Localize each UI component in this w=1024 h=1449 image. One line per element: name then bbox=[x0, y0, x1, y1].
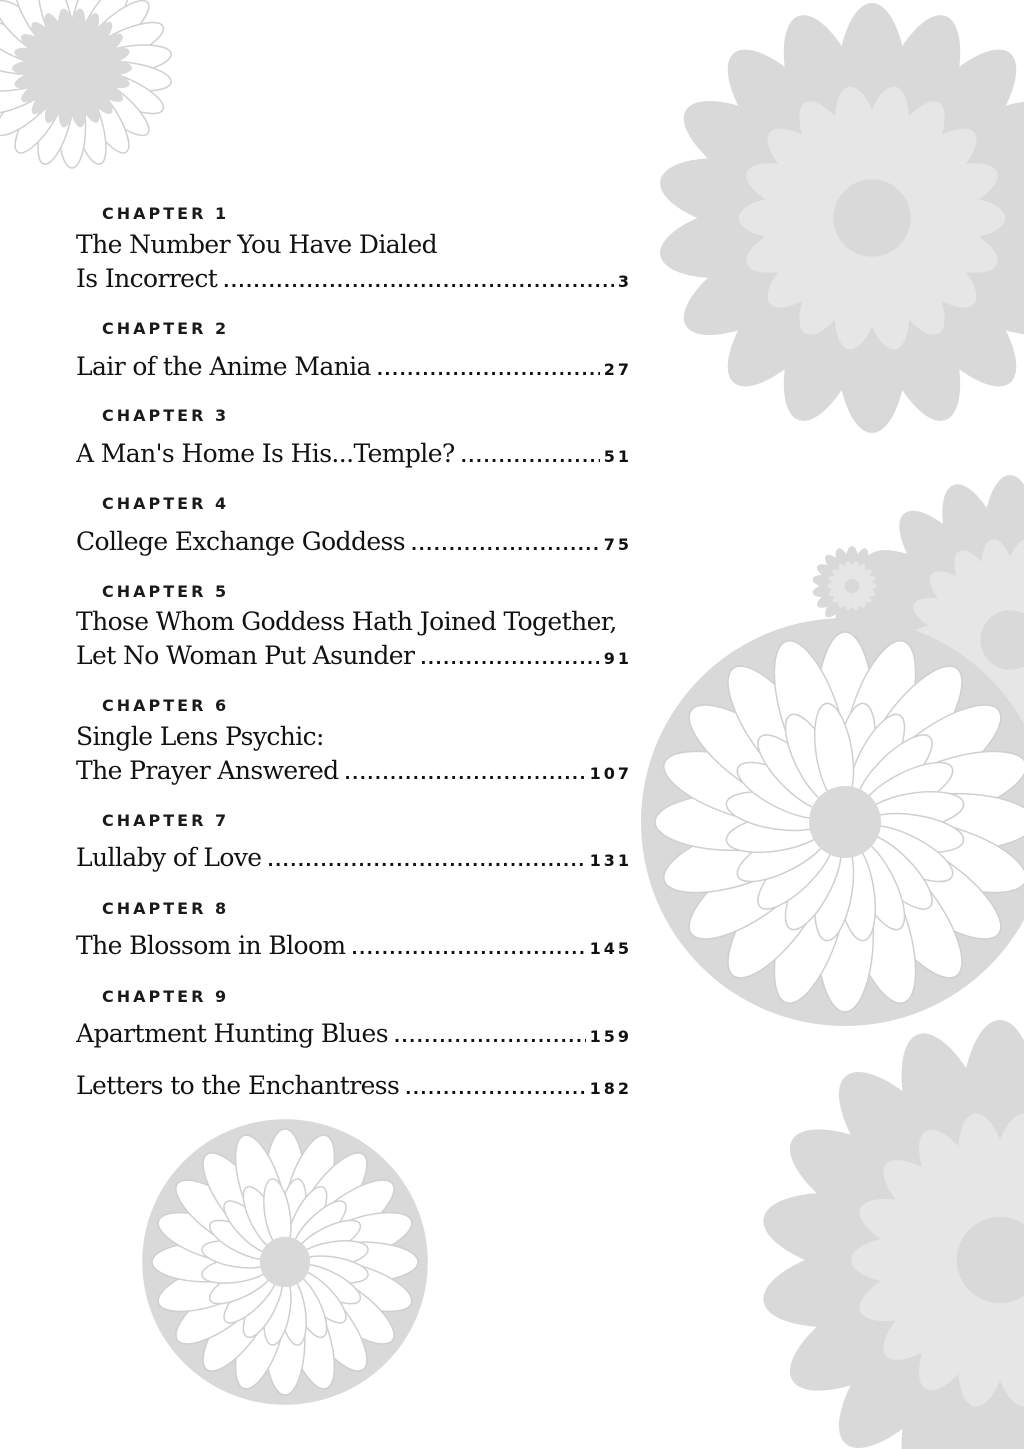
flower-center bbox=[833, 179, 910, 256]
chapter-3-entry[interactable] bbox=[76, 439, 632, 473]
chapter-3-title: A Man's Home Is His...Temple? bbox=[76, 439, 455, 468]
leader-dots bbox=[268, 851, 586, 870]
chapter-7-entry[interactable] bbox=[76, 843, 632, 877]
letters-title: Letters to the Enchantress bbox=[76, 1071, 400, 1100]
chapter-4-title: College Exchange Goddess bbox=[76, 527, 405, 556]
chapter-6-title-line-1: Single Lens Psychic: bbox=[76, 722, 324, 751]
leader-dots bbox=[377, 360, 600, 379]
leader-dots bbox=[345, 764, 586, 783]
chapter-9-title: Apartment Hunting Blues bbox=[76, 1019, 388, 1048]
letters-page: 182 bbox=[589, 1079, 632, 1098]
chapter-1-entry[interactable] bbox=[76, 264, 632, 298]
flower-lower-right bbox=[641, 618, 1024, 1026]
chapter-6-page: 107 bbox=[589, 764, 632, 783]
leader-dots bbox=[394, 1027, 586, 1046]
chapter-5-entry[interactable] bbox=[76, 641, 632, 675]
chapter-3-label: CHAPTER 3 bbox=[102, 406, 230, 425]
letters-entry[interactable] bbox=[76, 1071, 632, 1105]
chapter-5-label: CHAPTER 5 bbox=[102, 582, 230, 601]
leader-dots bbox=[352, 939, 586, 958]
flower-bottom-right bbox=[757, 1020, 1024, 1449]
chapter-2-page: 27 bbox=[603, 360, 632, 379]
chapter-9-label: CHAPTER 9 bbox=[102, 987, 230, 1006]
leader-dots bbox=[411, 535, 600, 554]
chapter-1-label: CHAPTER 1 bbox=[102, 204, 230, 223]
chapter-4-label: CHAPTER 4 bbox=[102, 494, 230, 513]
chapter-8-title: The Blossom in Bloom bbox=[76, 931, 346, 960]
table-of-contents bbox=[76, 0, 636, 1449]
chapter-7-label: CHAPTER 7 bbox=[102, 811, 230, 830]
chapter-8-label: CHAPTER 8 bbox=[102, 899, 230, 918]
leader-dots bbox=[405, 1079, 585, 1098]
chapter-8-entry[interactable] bbox=[76, 931, 632, 965]
chapter-6-label: CHAPTER 6 bbox=[102, 696, 230, 715]
leader-dots bbox=[223, 272, 614, 291]
chapter-4-page: 75 bbox=[603, 535, 632, 554]
chapter-2-entry[interactable] bbox=[76, 352, 632, 386]
chapter-9-entry[interactable] bbox=[76, 1019, 632, 1053]
chapter-4-entry[interactable] bbox=[76, 527, 632, 561]
chapter-3-page: 51 bbox=[603, 447, 632, 466]
chapter-5-page: 91 bbox=[603, 649, 632, 668]
chapter-7-title: Lullaby of Love bbox=[76, 843, 262, 872]
chapter-9-page: 159 bbox=[589, 1027, 632, 1046]
chapter-2-title: Lair of the Anime Mania bbox=[76, 352, 371, 381]
chapter-8-page: 145 bbox=[589, 939, 632, 958]
chapter-5-title-line-1: Those Whom Goddess Hath Joined Together, bbox=[76, 607, 617, 636]
flower-center bbox=[845, 579, 859, 593]
leader-dots bbox=[461, 447, 600, 466]
chapter-2-label: CHAPTER 2 bbox=[102, 319, 230, 338]
chapter-1-page: 3 bbox=[617, 272, 632, 291]
flower-center bbox=[809, 786, 881, 858]
leader-dots bbox=[420, 649, 599, 668]
chapter-6-entry[interactable] bbox=[76, 756, 632, 790]
chapter-6-title-line-2: The Prayer Answered bbox=[76, 756, 339, 785]
chapter-7-page: 131 bbox=[589, 851, 632, 870]
flower-top-right bbox=[654, 3, 1024, 433]
chapter-1-title-line-1: The Number You Have Dialed bbox=[76, 230, 438, 259]
chapter-5-title-line-2: Let No Woman Put Asunder bbox=[76, 641, 415, 670]
chapter-1-title-line-2: Is Incorrect bbox=[76, 264, 218, 293]
